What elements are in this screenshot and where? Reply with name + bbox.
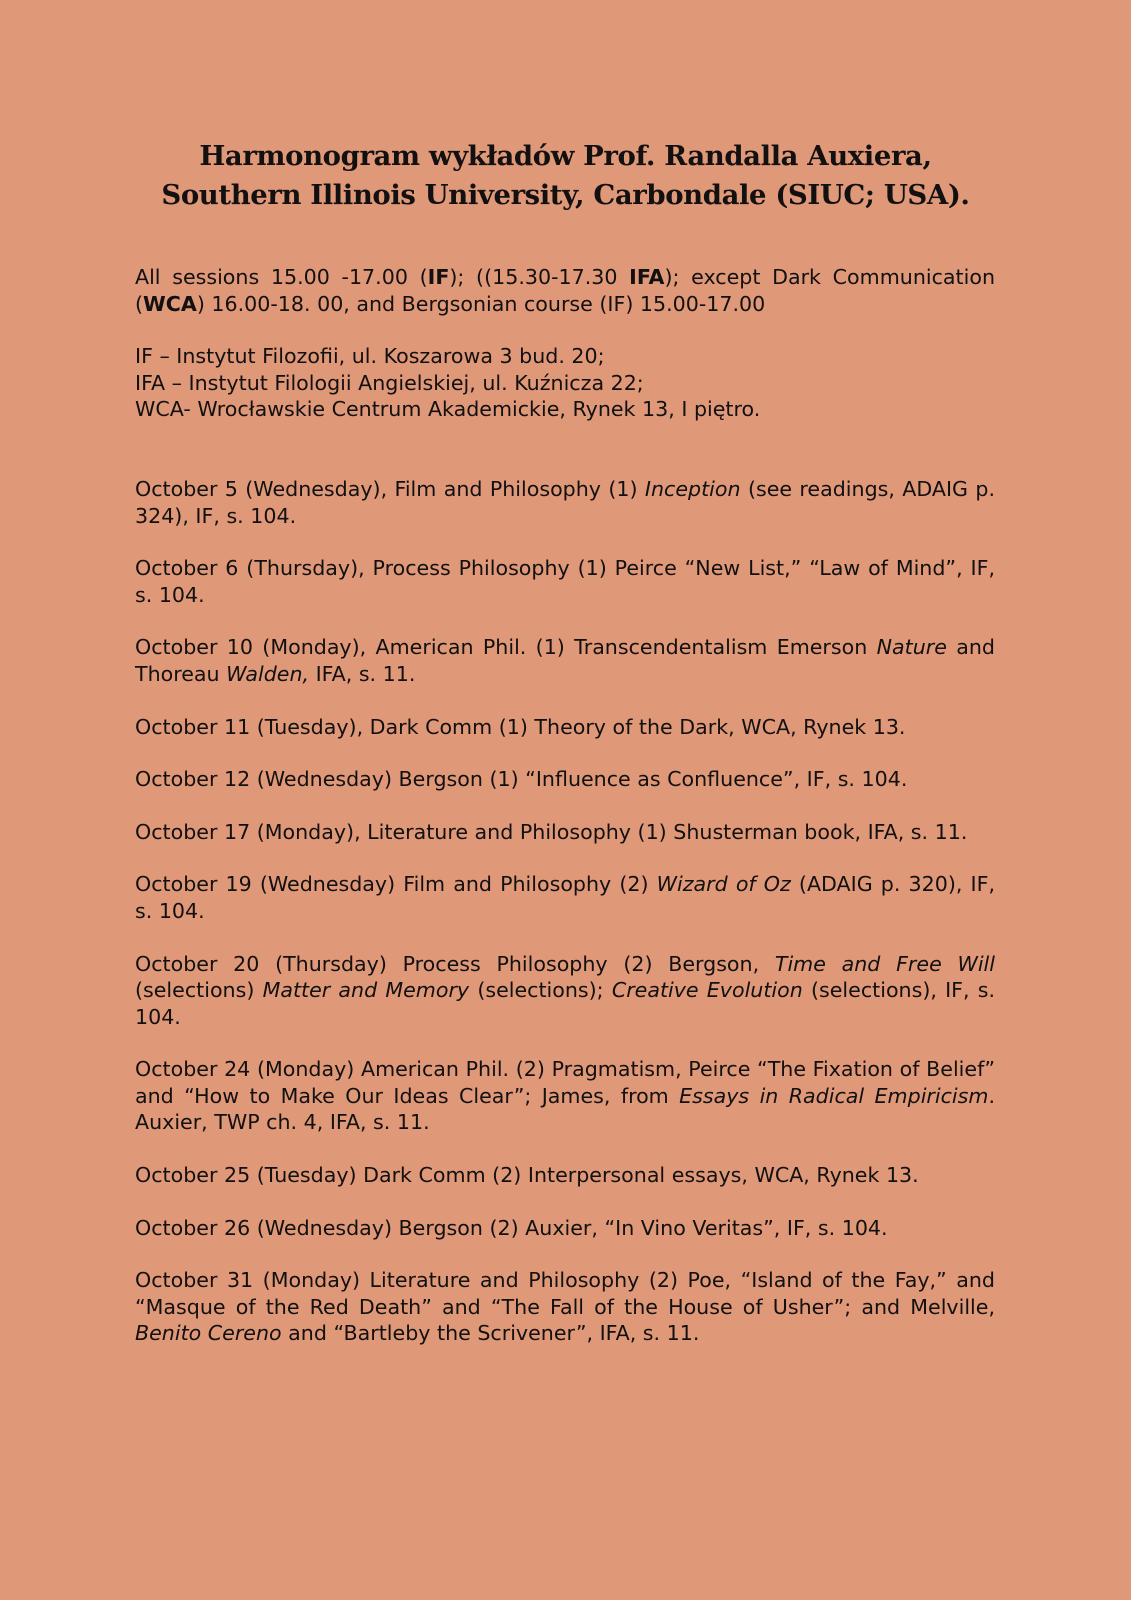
entry-text: October 19 (Wednesday) Film and Philosophy (2) [135,872,657,897]
location-line: IFA – Instytut Filologii Angielskiej, ul. Kuźnicza 22; [135,370,644,395]
entry-title: Creative Evolution [611,978,803,1003]
entry-text: (selections) [135,978,263,1003]
entry-text: October 11 (Tuesday), Dark Comm (1) Theory of the Dark, WCA, Rynek 13. [135,714,906,739]
title-line-2: Southern Illinois University, Carbondale (SIUC; USA). [161,179,970,211]
entry-text: October 5 (Wednesday), Film and Philosophy (1) [135,476,645,501]
entry-text: (ADAIG p. 320), IF, s. 104. [135,872,995,923]
entry-text: October 6 (Thursday), Process Philosophy (1) Peirce “New List,” “Law of Mind”, IF, s. 104. [135,556,995,607]
entry-text: October 17 (Monday), Literature and Philosophy (1) Shusterman book, IFA, s. 11. [135,819,968,844]
entry-text: (see readings, ADAIG p. 324), IF, s. 104. [135,476,995,528]
sessions-if-abbrev: IF [427,265,450,289]
entry-text: October 31 (Monday) Literature and Philosophy (2) Poe, “Island of the Fay,” and “Masque of the Red Death” and “The Fall of the House of Usher”; and Melville, [135,1268,995,1319]
sessions-wca-abbrev: WCA [143,291,197,316]
location-line: IF – Instytut Filozofii, ul. Koszarowa 3 bud. 20; [135,344,605,369]
sessions-text: ); ((15.30-17.30 [449,265,630,289]
schedule-entry [135,766,995,793]
document-body [135,264,995,1347]
schedule-entry [135,476,995,529]
entry-title: Walden, [226,661,310,686]
schedule-entry [135,555,995,608]
entry-text: . Auxier, TWP ch. 4, IFA, s. 11. [135,1083,995,1135]
sessions-text: ); except Dark Communication ( [135,265,995,316]
document-title [60,137,1071,215]
sessions-ifa-abbrev: IFA [629,265,665,289]
entry-title: Time and Free Will [774,951,995,976]
entry-text: (selections), IF, s. 104. [135,978,996,1029]
locations-paragraph [135,343,995,423]
entry-title: Inception [644,476,741,501]
entry-text: (selections); [469,978,612,1003]
schedule-entry [135,871,995,924]
entry-text: and “Bartleby the Scrivener”, IFA, s. 11. [281,1321,700,1346]
schedule-entry [135,951,995,1031]
schedule-entry [135,1267,995,1347]
schedule-entry [135,714,995,741]
entry-text: October 12 (Wednesday) Bergson (1) “Influence as Confluence”, IF, s. 104. [135,767,908,792]
schedule-entry [135,1056,995,1136]
schedule-entry [135,819,995,846]
schedule-entry [135,1162,995,1189]
entry-text: and Thoreau [135,635,996,686]
sessions-text: All sessions 15.00 -17.00 ( [135,265,428,289]
sessions-text: ) 16.00-18. 00, and Bergsonian course (IF) 15.00-17.00 [196,291,766,316]
entry-title: Wizard of Oz [656,872,791,897]
entry-title: Matter and Memory [262,978,470,1003]
entry-text: IFA, s. 11. [309,661,416,686]
title-line-1: Harmonogram wykładów Prof. Randalla Auxiera, [199,140,932,172]
entry-title: Benito Cereno [135,1321,282,1346]
entry-text: October 20 (Thursday) Process Philosophy (2) Bergson, [135,951,775,976]
schedule-entry [135,1215,995,1242]
sessions-paragraph [135,264,995,317]
entry-text: October 10 (Monday), American Phil. (1) Transcendentalism Emerson [135,635,877,660]
entry-title: Essays in Radical Empiricism [679,1083,989,1108]
entry-text: October 25 (Tuesday) Dark Comm (2) Interpersonal essays, WCA, Rynek 13. [135,1163,919,1188]
entry-title: Nature [876,635,947,660]
entry-text: October 26 (Wednesday) Bergson (2) Auxier, “In Vino Veritas”, IF, s. 104. [135,1215,888,1240]
entry-text: October 24 (Monday) American Phil. (2) Pragmatism, Peirce “The Fixation of Belief” and “How to Make Our Ideas Clear”; James, from [135,1057,995,1108]
location-line: WCA- Wrocławskie Centrum Akademickie, Rynek 13, I piętro. [135,397,761,422]
schedule-entry [135,634,995,687]
